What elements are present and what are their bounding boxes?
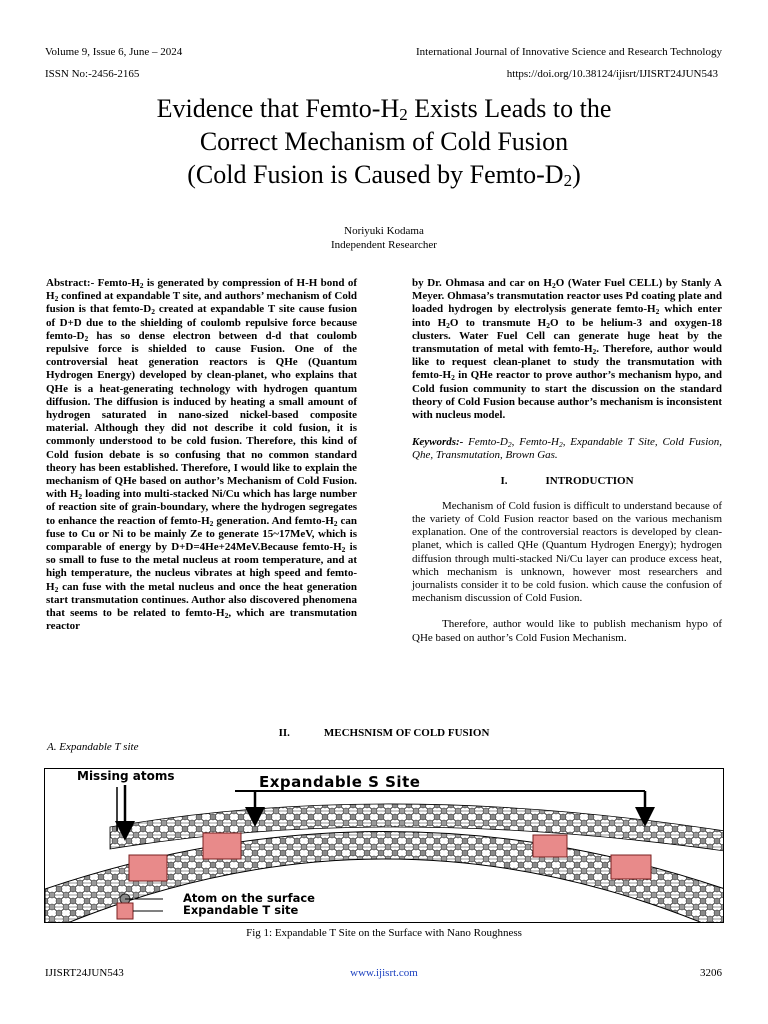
t-site-marker (129, 855, 167, 881)
paper-title: Evidence that Femto-$H_2$ Exists Leads to the Correct Mechanism of Cold Fusion (Cold Fusion is Caused by Femto-$D_2$) (156, 94, 612, 190)
abstract-left: Abstract:- Femto-$H_2$ is generated by compression of H-H bond of $H_2$ confined at expandable T site, and authors’ mechanism of Cold fusion is that femto-$D_2$ created at expandable T site cause fusion of D+D due to the shielding of coulomb repulsive force because femto-$D_2$ has so dense electron between d-d that coulomb repulsive force is shielded to cause Fusion. One of the controversial heat generation reactors is QHe (Quantum Hydrogen Energy) developed by clean-planet, who explains that QHe is a heat-generating technology with hydrogen quantum diffusion. The diffusion is induced by heating a small amount of hydrogen saturated in nano-sized nickel-based composite material. Although they did not describe it cold fusion, it is commonly understood to be cold fusion. Therefore, this kind of Cold fusion debate is so confusing that no common standard theory has been established. Therefore, I would like to explain the mechanism of QHe based on author’s Mechanism of Cold Fusion. with $H_2$ loading into multi-stacked Ni/Cu which has large number of reaction site of grain-boundary, where the hydrogen segregates to enhance the reaction of femto-$H_2$ generation. And femto-$H_2$ can fuse to Cu or Ni to be mainly Ze to generate 15~17MeV, which is comparable of energy by D+D=4He+24MeV.Because femto-$H_2$ is so small to fuse to the metal nucleus at room temperature, and at high temperature, the nucleus vibrates at high speed and femto-$H_2$ can fuse with the metal nucleus and once the heat generation start transmutation continues. Author also discovered phenomena that seems to be related to femto-$H_2$, which are transmutation reactor (46, 277, 358, 633)
legend-t-site-icon (117, 903, 133, 919)
doi-link[interactable]: https://doi.org/10.38124/ijisrt/IJISRT24JUN543 (506, 68, 718, 80)
footer-url[interactable]: www.ijisrt.com (350, 967, 418, 979)
t-site-marker (611, 855, 651, 879)
volume-info: Volume 9, Issue 6, June – 2024 (45, 46, 183, 58)
author-affiliation: Independent Researcher (331, 239, 437, 251)
t-site-marker (203, 833, 241, 859)
legend-expandable-t: Expandable T site (183, 903, 299, 917)
intro-heading: I. INTRODUCTION (500, 474, 634, 487)
legend (183, 892, 315, 916)
author-block (0, 224, 768, 252)
label-expandable-s-site: Expandable S Site (259, 773, 421, 791)
subsection-a: A. Expandable T site (47, 741, 139, 753)
right-column (412, 277, 722, 645)
page-number: 3206 (700, 967, 722, 979)
figure-expandable-t-site (44, 768, 724, 923)
legend-surface-atom: Atom on the surface (183, 891, 315, 905)
intro-paragraph-2: Therefore, author would like to publish mechanism hypo of QHe based on author’s Cold Fusion Mechanism. (412, 618, 722, 644)
lattice-diagram (45, 769, 724, 923)
footer-id: IJISRT24JUN543 (45, 967, 124, 979)
abstract-continued: by Dr. Ohmasa and car on $H_2O$ (Water Fuel CELL) by Stanly A Meyer. Ohmasa’s transmutation reactor uses Pd coating plate and loaded hydrogen by electrolysis generate femto-$H_2$ which enter into $H_2O$ to transmute $H_2O$ to be helium-3 and oxygen-18 clusters. Water Fuel Cell can generate huge heat by the transmutation of metal with femto-$H_2$. Therefore, author would like to request clean-planet to study the transmutation with femto-$H_2$ in QHe reactor to prove author’s mechanism hypo, and Cold fusion community to start the discussion on the standard theory of Cold Fusion because author’s mechanism is inconsistent with nucleus model. (412, 277, 722, 422)
author-name: Noriyuki Kodama (344, 225, 424, 237)
intro-paragraph-1: Mechanism of Cold fusion is difficult to understand because of the variety of Cold Fusion reactor based on the various mechanism explanation. One of the controversial reactors is developed by clean-planet, which is called QHe (Quantum Hydrogen Energy); hydrogen diffusion through multi-stacked Ni/Cu layer can produce excess heat, which mechanism is unknown, however most researchers and journalists consider it to be cold fusion. which cause the confusion of mechanism discussion of Cold Fusion. (412, 499, 722, 605)
keywords: Keywords:- Femto-$D_2$, Femto-$H_2$, Expandable T Site, Cold Fusion, Qhe, Transmutation, Brown Gas. (412, 436, 723, 462)
issn: ISSN No:-2456-2165 (45, 68, 140, 80)
figure-caption: Fig 1: Expandable T Site on the Surface with Nano Roughness (246, 927, 522, 939)
label-missing-atoms: Missing atoms (77, 769, 175, 783)
section2-heading: II. MECHSNISM OF COLD FUSION (278, 727, 490, 739)
journal-name: International Journal of Innovative Science and Research Technology (415, 46, 722, 58)
t-site-marker (533, 835, 567, 857)
